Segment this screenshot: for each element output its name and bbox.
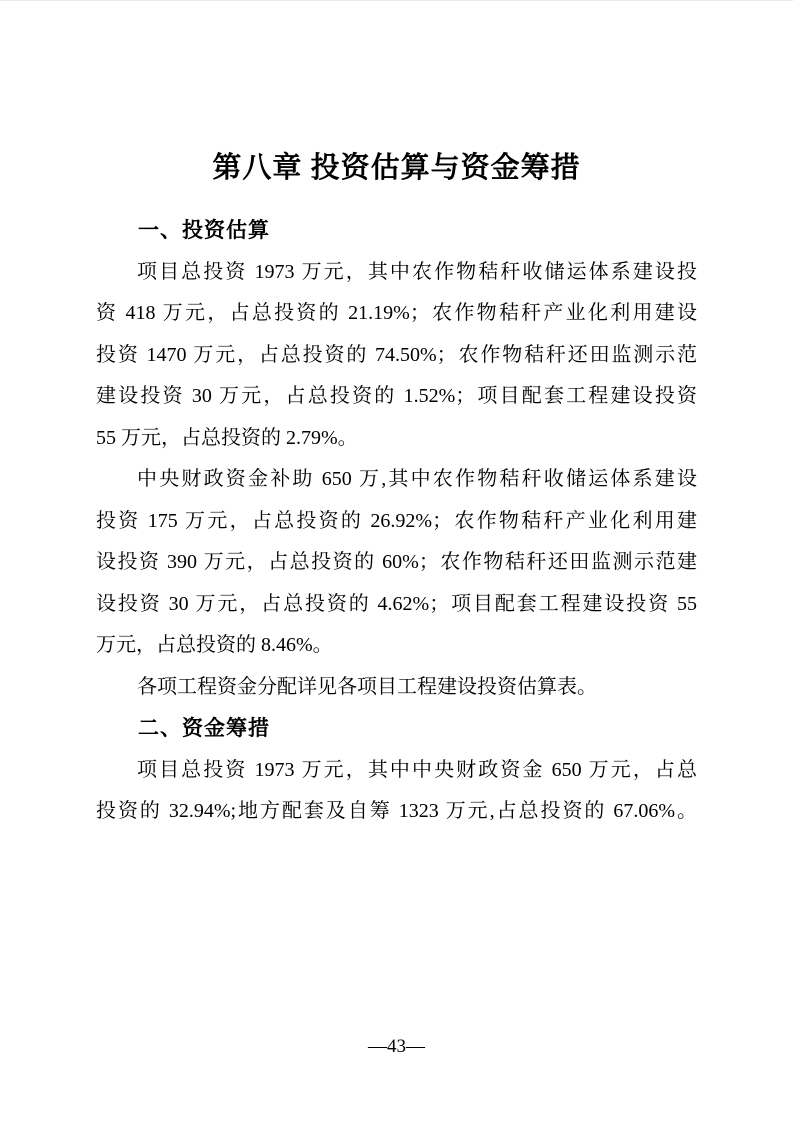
- body-line: 投资 1470 万元，占总投资的 74.50%；农作物秸秆还田监测示范: [96, 343, 697, 366]
- paragraph-allocation-note: [96, 667, 697, 709]
- body-line: 投资 175 万元，占总投资的 26.92%；农作物秸秆产业化利用建: [96, 509, 697, 532]
- paragraph-central-subsidy: [96, 459, 697, 667]
- body-line: 资 418 万元，占总投资的 21.19%；农作物秸秆产业化利用建设: [96, 302, 697, 324]
- body-line: 中央财政资金补助 650 万,其中农作物秸秆收储运体系建设: [137, 468, 697, 490]
- body-line: 55 万元，占总投资的 2.79%。: [96, 426, 358, 449]
- body-line: 各项工程资金分配详见各项目工程建设投资估算表。: [137, 675, 597, 698]
- body-line: 项目总投资 1973 万元，其中农作物秸秆收储运体系建设投: [137, 260, 697, 283]
- paragraph-fund-sources: [96, 750, 697, 833]
- paragraph-total-investment: [96, 252, 697, 460]
- section-heading-investment-estimate: 一、投资估算: [138, 219, 270, 242]
- page-number: —43—: [368, 1036, 425, 1057]
- section-heading-fund-raising: 二、资金筹措: [138, 717, 270, 740]
- body-line: 万元，占总投资的 8.46%。: [96, 634, 333, 656]
- chapter-title: 第八章 投资估算与资金筹措: [212, 152, 581, 184]
- body-line: 投资的 32.94%;地方配套及自筹 1323 万元,占总投资的 67.06%。: [96, 800, 697, 822]
- body-line: 建设投资 30 万元，占总投资的 1.52%；项目配套工程建设投资: [96, 385, 697, 407]
- body-line: 设投资 30 万元，占总投资的 4.62%；项目配套工程建设投资 55: [96, 592, 697, 615]
- body-line: 设投资 390 万元，占总投资的 60%；农作物秸秆还田监测示范建: [96, 551, 697, 573]
- body-line: 项目总投资 1973 万元，其中中央财政资金 650 万元，占总: [137, 758, 697, 781]
